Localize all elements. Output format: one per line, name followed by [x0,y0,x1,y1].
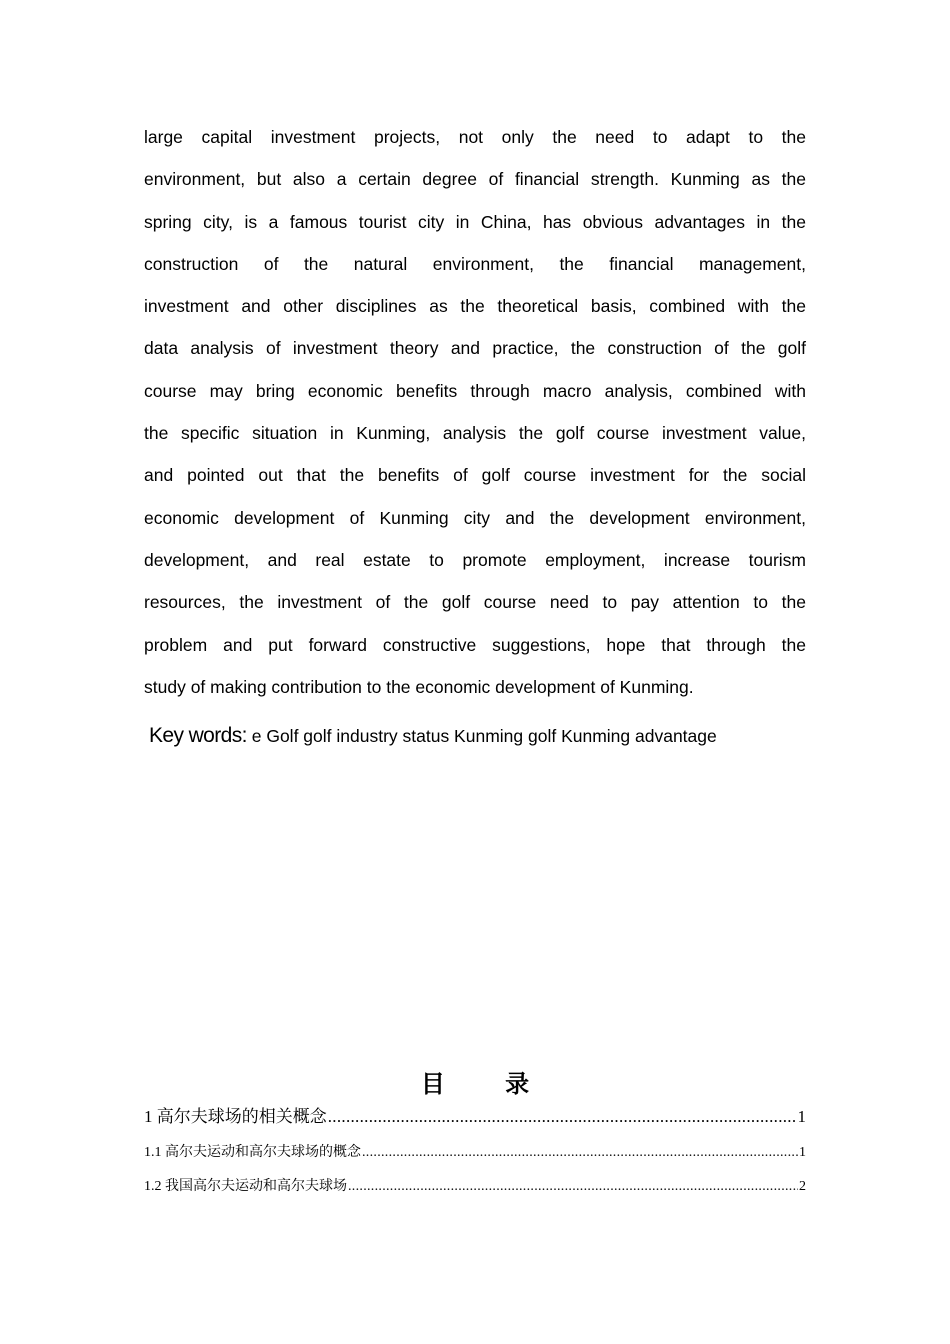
abstract-line: investment and other disciplines as the theoretical basis, combined with the [144,296,806,317]
abstract-line: problem and put forward constructive suggestions, hope that through the [144,634,806,655]
abstract-line: study of making contribution to the economic development of Kunming. [144,676,694,697]
abstract-line: development, and real estate to promote employment, increase tourism [144,549,806,570]
abstract-line: resources, the investment of the golf course need to pay attention to the [144,592,806,613]
abstract-line: and pointed out that the benefits of golf course investment for the social [144,465,806,486]
abstract-line: economic development of Kunming city and the development environment, [144,507,806,528]
keywords-text: e Golf golf industry status Kunming golf Kunming advantage [246,726,717,746]
toc-entry[interactable] [144,1102,806,1136]
toc-leader-dots [328,1102,797,1132]
toc-entry-label: 1 高尔夫球场的相关概念 [144,1107,327,1126]
abstract-line: spring city, is a famous tourist city in China, has obvious advantages in the [144,211,806,232]
keywords-label: Key words: [149,724,247,747]
toc-leader-dots [348,1170,798,1204]
toc-page-number: 1 [799,1145,806,1160]
toc-page-number: 1 [797,1107,806,1126]
keywords-line [149,724,849,748]
abstract-line: construction of the natural environment, the financial management, [144,253,806,274]
toc-entry-label: 1.2 我国高尔夫运动和高尔夫球场 [144,1179,347,1194]
abstract-paragraph [144,116,806,708]
table-of-contents [144,1102,806,1204]
toc-entry[interactable] [144,1136,806,1170]
toc-entry-label: 1.1 高尔夫运动和高尔夫球场的概念 [144,1145,361,1160]
toc-entry[interactable] [144,1170,806,1204]
abstract-line: large capital investment projects, not only the need to adapt to the [144,127,806,147]
abstract-line: the specific situation in Kunming, analysis the golf course investment value, [144,423,806,444]
toc-title: 目 录 [420,1070,556,1098]
toc-page-number: 2 [799,1179,806,1194]
abstract-line: environment, but also a certain degree of financial strength. Kunming as the [144,169,806,190]
abstract-line: data analysis of investment theory and practice, the construction of the golf [144,338,806,359]
toc-leader-dots [362,1136,798,1170]
abstract-line: course may bring economic benefits through macro analysis, combined with [144,380,806,401]
